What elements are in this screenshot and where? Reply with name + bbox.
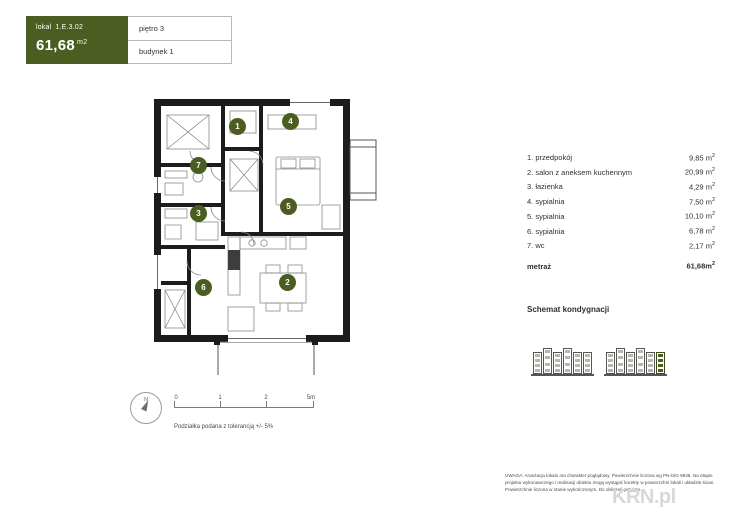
header [26,16,232,64]
legend-room-area-unit: m [705,211,712,221]
scheme-column [616,348,625,374]
legend-row [527,179,715,194]
legend-row [527,238,715,253]
scheme-column [606,352,615,374]
legend-room-name: 6. sypialnia [527,226,565,236]
room-badge-2: 2 [279,274,296,291]
scale-label-2: 2 [264,395,268,401]
legend-row [527,223,715,238]
legend-total-value-text: 61,68m [686,261,712,271]
compass-north-label: N [144,397,148,403]
legend-room-area-unit: m [705,241,712,251]
legend-room-name: 1. przedpokój [527,153,573,163]
unit-area-unit [77,39,87,46]
legend-total-value-sup: 2 [711,261,715,268]
scheme-base [531,374,594,376]
unit-value: 1.E.3.02 [55,24,84,31]
legend-room-area [689,197,715,207]
legend-room-area-value: 20,99 [684,167,704,177]
room-badge-5: 5 [280,198,297,215]
legend-room-area-sup: 2 [711,152,715,159]
unit-label-row [36,24,118,31]
scale-label-5m: 5m [306,395,316,401]
legend-total-label: metraż [527,261,552,271]
legend-room-name: 7. wc [527,241,545,251]
legend-room-area [685,211,715,221]
scheme-base [604,374,667,376]
legend-room-area-sup: 2 [711,226,715,233]
room-badge-4: 4 [282,113,299,130]
legend-room-area [689,153,715,163]
legend-room-area-sup: 2 [711,240,715,247]
legend-room-area-unit: m [705,226,712,236]
scale-note: Podziałka podana z tolerancją +/- 5% [174,424,274,430]
building-scheme-title: Schemat kondygnacji [527,305,610,314]
scale-bar [174,397,314,409]
scale-tick [174,401,175,408]
unit-area-unit-text: m [77,39,84,46]
scheme-column [573,352,582,374]
legend-room-area-value: 7,50 [688,197,704,207]
legend-room-area-sup: 2 [711,196,715,203]
legend-room-name: 2. salon z aneksem kuchennym [527,167,633,177]
scheme-column [533,352,542,374]
legend-room-area [689,182,715,192]
legend-room-area-value: 10,10 [684,211,704,221]
unit-area-value: 61,68 [36,37,76,54]
legend-room-area [689,226,715,236]
scheme-column [636,348,645,374]
legend-room-area-sup: 2 [711,181,715,188]
legend-room-area [689,241,715,251]
floor-cell: piętro 3 [128,16,232,41]
disclaimer-text: UWAGA: Aranżacja lokalu ma charakter poglądowy. Powierzchnie liczona wg PN-ISO 9836. Na etapie projektu wykonawczego i realizacji obiektu mogą wystąpić korekty w powierzchni lokali i układzie ścian. Powierzchnie liczona w stanie wykończonym. Do obliczeń przyjęto... [505,473,715,493]
scale-label-1: 1 [218,395,222,401]
scale-tick [266,401,267,408]
legend-room-area-sup: 2 [711,211,715,218]
scale-tick [313,401,314,408]
floor-plan-drawing [140,85,390,375]
unit-label: lokal [36,24,52,31]
scale-ticks [174,397,314,409]
scale-label-0: 0 [174,395,178,401]
legend-row [527,150,715,165]
legend-room-area-unit: m [705,197,712,207]
unit-area [36,37,118,54]
room-badge-1: 1 [229,118,246,135]
legend-room-area-value: 2,17 [688,241,704,251]
scheme-column [543,348,552,374]
unit-summary-block [26,16,128,64]
floor-plan [140,85,390,375]
room-badge-7: 7 [190,157,207,174]
legend-room-area-unit: m [705,167,712,177]
legend-room-area-value: 6,78 [688,226,704,236]
legend-total-row [527,259,715,274]
legend-room-area [685,167,715,177]
legend-row [527,165,715,180]
scheme-column [553,352,562,374]
scheme-column [563,348,572,374]
scale-axis [174,407,314,408]
unit-area-unit-sup: 2 [83,39,88,46]
building-scheme-block-2 [606,348,665,374]
compass-icon [130,392,162,424]
building-scheme [533,348,665,374]
watermark-logo: KRN.pl [612,486,676,508]
scheme-column [583,352,592,374]
legend-room-name: 5. sypialnia [527,211,565,221]
compass-needle [141,399,151,411]
legend-room-area-sup: 2 [711,167,715,174]
scheme-column [626,352,635,374]
legend-room-name: 3. łazienka [527,182,563,192]
scheme-column-highlighted [656,352,665,374]
legend-room-area-value: 9,85 [688,153,704,163]
legend-room-area-unit: m [705,153,712,163]
building-cell: budynek 1 [128,41,232,65]
legend-total-value [687,261,716,271]
legend-room-name: 4. sypialnia [527,197,565,207]
room-badge-3: 3 [190,205,207,222]
header-meta [128,16,232,64]
scale-tick [220,401,221,408]
building-scheme-block-1 [533,348,592,374]
legend-room-area-unit: m [705,182,712,192]
room-legend [527,150,715,274]
room-badge-6: 6 [195,279,212,296]
scale-section [130,392,390,436]
legend-row [527,209,715,224]
legend-row [527,194,715,209]
scheme-column [646,352,655,374]
legend-room-area-value: 4,29 [688,182,704,192]
